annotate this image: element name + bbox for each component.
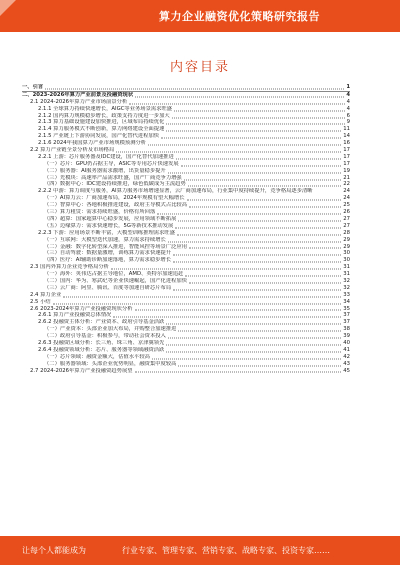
toc-leader-dots (135, 310, 342, 311)
toc-entry[interactable] (22, 202, 350, 209)
toc-entry-title: （二）政府引导基金：积极参与，带动社会资本投入 (44, 333, 166, 340)
toc-page-number: 31 (343, 264, 350, 271)
toc-entry[interactable] (22, 237, 350, 244)
toc-entry[interactable] (22, 119, 350, 126)
toc-leader-dots (166, 351, 341, 352)
toc-leader-dots (173, 255, 341, 256)
toc-page-number: 29 (343, 236, 350, 243)
toc-entry[interactable] (22, 230, 350, 237)
toc-entry[interactable] (22, 292, 350, 299)
toc-entry-title: 2.2 算力产业链全景分析及市场格局 (30, 147, 115, 154)
toc-entry-title: 2.1 2024-2026年算力产业市场前景分析 (30, 98, 128, 105)
toc-page-number: 37 (343, 319, 350, 326)
toc-entry-title: 2.6.4 投融资领域分析：芯片、服务器等领域融资活跃 (38, 346, 165, 353)
toc-leader-dots (157, 213, 341, 214)
toc-leader-dots (135, 96, 344, 97)
toc-entry-title: 2.5 小结 (30, 298, 51, 305)
toc-page-number: 11 (343, 126, 350, 133)
toc-page-number: 1 (346, 84, 350, 90)
toc-entry-title: （二）智算中心：各地积极推进建设，政府主导模式占比较高 (44, 202, 188, 209)
toc-entry[interactable] (22, 278, 350, 285)
toc-entry[interactable] (22, 147, 350, 154)
toc-leader-dots (148, 145, 341, 146)
toc-page-number: 40 (343, 339, 350, 346)
toc-page-number: 42 (343, 353, 350, 360)
toc-entry[interactable] (22, 216, 350, 223)
toc-page-number: 33 (343, 291, 350, 298)
toc-page-number: 17 (343, 147, 350, 154)
toc-page-number: 29 (343, 243, 350, 250)
toc-page-number: 30 (343, 257, 350, 264)
toc-leader-dots (185, 276, 341, 277)
toc-leader-dots (113, 317, 341, 318)
toc-page-number: 21 (343, 174, 350, 181)
toc-entry-title: 2.7 2024-2026年算力产业投融资趋势展望 (30, 367, 133, 374)
toc-entry[interactable] (22, 264, 350, 271)
toc-entry[interactable] (22, 161, 350, 168)
toc-entry-title: 2.3 国内外算力企业竞争格局分析 (30, 264, 109, 271)
toc-leader-dots (166, 344, 341, 345)
toc-leader-dots (168, 338, 341, 339)
toc-entry[interactable] (22, 168, 350, 175)
toc-entry[interactable] (22, 195, 350, 202)
toc-leader-dots (178, 220, 341, 221)
toc-entry[interactable] (22, 92, 350, 99)
toc-page-number: 41 (343, 346, 350, 353)
toc-entry[interactable] (22, 312, 350, 319)
toc-entry-title: （一）互联网：大模型迭代加速，算力需求持续增长 (44, 236, 166, 243)
toc-page-number: 17 (343, 160, 350, 167)
toc-leader-dots (176, 158, 342, 159)
toc-entry[interactable] (22, 175, 350, 182)
toc-page-number: 4 (346, 98, 350, 105)
header-corner-decoration (0, 0, 16, 16)
toc-page-number: 30 (343, 250, 350, 257)
toc-entry-title: 一、引言 (22, 84, 44, 90)
toc-entry-title: 2.1.3 算力基础设施建设加快推进，区域布局持续优化 (38, 119, 165, 126)
toc-page-number: 25 (343, 202, 350, 209)
footer-band (0, 536, 400, 565)
toc-entry[interactable] (22, 113, 350, 120)
toc-page-number: 14 (343, 133, 350, 140)
toc-entry[interactable] (22, 244, 350, 251)
toc-entry-title: （三）云厂商：阿里、腾讯、百度等加速自研芯片布局 (44, 284, 172, 291)
toc-entry-title: （二）国内：华为、寒武纪等企业快速崛起，国产化进程加快 (44, 277, 188, 284)
toc-page-number: 32 (343, 277, 350, 284)
toc-page-number: 27 (343, 222, 350, 229)
toc-entry-title: 2.2.3 下游：应用场景不断丰富，大模型训练推理需求旺盛 (38, 229, 175, 236)
toc-entry-title: 2.2.2 中游：算力调度与服务，AI算力服务市场增速显著，云厂商加速布局，行业集中度持续提升，竞争格局逐步清晰 (38, 188, 313, 195)
toc-leader-dots (175, 227, 341, 228)
toc-entry[interactable] (22, 154, 350, 161)
toc-leader-dots (63, 296, 341, 297)
toc-entry[interactable] (22, 271, 350, 278)
toc-leader-dots (53, 303, 342, 304)
toc-page-number: 22 (343, 181, 350, 188)
toc-entry-title: （一）芯片领域：融资金额大，估值水平较高 (44, 353, 150, 360)
toc-leader-dots (178, 365, 341, 366)
toc-entry[interactable] (22, 319, 350, 326)
toc-page-number: 24 (343, 188, 350, 195)
toc-entry-title: 2.1.4 算力服务模式不断创新，算力网络建设全面提速 (38, 126, 165, 133)
toc-entry[interactable] (22, 106, 350, 113)
toc-entry-title: 2.1.5 产业链上下游协同发展，国产化替代进程加快 (38, 133, 160, 140)
toc-entry[interactable] (22, 340, 350, 347)
toc-entry[interactable] (22, 354, 350, 361)
toc-leader-dots (129, 103, 344, 104)
toc-page-number: 24 (343, 195, 350, 202)
toc-leader-dots (174, 110, 345, 111)
toc-entry[interactable] (22, 326, 350, 333)
toc-page-number: 31 (343, 271, 350, 278)
toc-leader-dots (135, 372, 342, 373)
toc-entry[interactable] (22, 368, 350, 375)
toc-leader-dots (188, 186, 341, 187)
toc-leader-dots (189, 248, 341, 249)
toc-page-number: 34 (343, 298, 350, 305)
toc-entry-title: （一）芯片：GPU仍占据主导，ASIC等专用芯片快速发展 (44, 160, 179, 167)
toc-entry-title: 2.1.6 2024年我国算力产业市场规模预测分析 (38, 140, 147, 147)
toc-entry[interactable] (22, 250, 350, 257)
toc-leader-dots (161, 138, 341, 139)
toc-entry[interactable] (22, 361, 350, 368)
toc-page-number: 9 (346, 119, 350, 126)
footer-expert-list: 行业专家、管理专家、营销专家、战略专家、投资专家…… (122, 546, 330, 555)
toc-leader-dots (45, 88, 344, 89)
toc-entry-title: 2.2.1 上游：芯片服务器及IDC建设，国产化替代加速推进 (38, 153, 174, 160)
toc-entry-title: （四）数据中心：IDC建设持续推进，绿色低碳成为主流趋势 (44, 181, 186, 188)
toc-leader-dots (166, 131, 341, 132)
toc-page-number: 32 (343, 284, 350, 291)
toc-entry-title: 2.6.3 投融资区域分析：长三角、珠三角、京津冀领先 (38, 339, 165, 346)
header-band (0, 0, 400, 32)
toc-leader-dots (172, 117, 345, 118)
toc-page-number: 43 (343, 360, 350, 367)
toc-entry-title: （二）服务器：AI服务器需求激增，出货量稳步提升 (44, 167, 166, 174)
toc-entry-title: （五）边缘算力：需求快速增长，5G等新技术推动发展 (44, 222, 174, 229)
toc-leader-dots (166, 124, 344, 125)
table-of-contents (22, 84, 350, 374)
report-title: 算力企业融资优化策略研究报告 (159, 10, 320, 23)
toc-entry[interactable] (22, 209, 350, 216)
toc-entry[interactable] (22, 347, 350, 354)
toc-entry-title: 2.4 算力企业 (30, 291, 62, 298)
toc-leader-dots (168, 241, 341, 242)
toc-page-number: 37 (343, 312, 350, 319)
toc-leader-dots (189, 282, 341, 283)
toc-entry[interactable] (22, 140, 350, 147)
toc-entry[interactable] (22, 126, 350, 133)
toc-page-number: 19 (343, 167, 350, 174)
toc-page-number: 38 (343, 326, 350, 333)
toc-entry-title: （四）医疗：AI辅助诊断加速落地，算力需求稳步增长 (44, 257, 172, 264)
toc-leader-dots (168, 172, 342, 173)
toc-entry-title: 2.6.1 算力产业投融资总体情况 (38, 312, 112, 319)
toc-entry[interactable] (22, 299, 350, 306)
toc-leader-dots (178, 331, 341, 332)
toc-entry[interactable] (22, 257, 350, 264)
toc-entry[interactable] (22, 188, 350, 195)
toc-leader-dots (173, 289, 341, 290)
toc-leader-dots (184, 179, 342, 180)
toc-page-number: 4 (346, 105, 350, 112)
toc-entry-title: （一）海外：英伟达占据主导地位，AMD、英特尔加速追赶 (44, 271, 184, 278)
toc-leader-dots (181, 165, 342, 166)
toc-leader-dots (189, 207, 341, 208)
toc-page-number: 26 (343, 209, 350, 216)
toc-entry-title: （二）服务器领域：头部企业优势明显，融资集中度较高 (44, 360, 177, 367)
footer-slogan: 让每个人都能成为 (22, 546, 86, 555)
toc-page-number: 4 (346, 91, 350, 98)
toc-page-number: 6 (346, 112, 350, 119)
toc-entry-title: 2.1.2 国内算力规模稳步增长，政策支持力度进一步加大 (38, 112, 170, 119)
toc-entry-title: （二）金融：数字化转型深入推进，智能风控等场景广泛应用 (44, 243, 188, 250)
toc-leader-dots (177, 234, 341, 235)
toc-leader-dots (111, 269, 341, 270)
toc-entry[interactable] (22, 181, 350, 188)
toc-entry[interactable] (22, 333, 350, 340)
toc-page-number: 27 (343, 215, 350, 222)
toc-entry-title: （三）光模块：高速率产品需求旺盛，国产厂商竞争力增强 (44, 174, 182, 181)
toc-entry-title: （一）AI算力云：厂商加速布局，2024年规模有望大幅增长 (44, 195, 185, 202)
toc-page-number: 35 (343, 305, 350, 312)
toc-entry[interactable] (22, 306, 350, 313)
toc-leader-dots (152, 358, 341, 359)
toc-entry-title: 2.6 2023-2024年算力产业投融资现状分析 (30, 305, 133, 312)
toc-entry-title: 2.6.2 投融资主体分析：产业资本、政府引导基金活跃 (38, 319, 165, 326)
toc-entry[interactable] (22, 223, 350, 230)
toc-page-number: 16 (343, 140, 350, 147)
toc-entry-title: （三）算力租赁：需求持续旺盛，价格有所回落 (44, 209, 156, 216)
toc-heading: 内容目录 (169, 60, 230, 75)
toc-page-number: 28 (343, 229, 350, 236)
toc-page-number: 45 (343, 367, 350, 374)
toc-entry[interactable] (22, 99, 350, 106)
toc-entry[interactable] (22, 84, 350, 92)
toc-entry-title: （四）超算：国家超算中心稳步发展，应用领域不断拓展 (44, 215, 177, 222)
toc-entry[interactable] (22, 285, 350, 292)
toc-leader-dots (187, 200, 342, 201)
toc-leader-dots (166, 324, 341, 325)
toc-leader-dots (116, 151, 341, 152)
toc-entry-title: 2.1.1 全球算力持续快速增长，AIGC等业务场景需求旺盛 (38, 105, 173, 112)
toc-entry-title: （三）自动驾驶：数据量激增，训练算力需求快速提升 (44, 250, 172, 257)
toc-entry-title: （一）产业资本：头部企业加大布局，并购整合加速推进 (44, 326, 177, 333)
toc-page-number: 39 (343, 333, 350, 340)
toc-leader-dots (173, 262, 341, 263)
toc-entry-title: 二、2023-2026年算力产业前景及投融资现状 (22, 91, 134, 98)
toc-page-number: 17 (343, 153, 350, 160)
toc-entry[interactable] (22, 133, 350, 140)
